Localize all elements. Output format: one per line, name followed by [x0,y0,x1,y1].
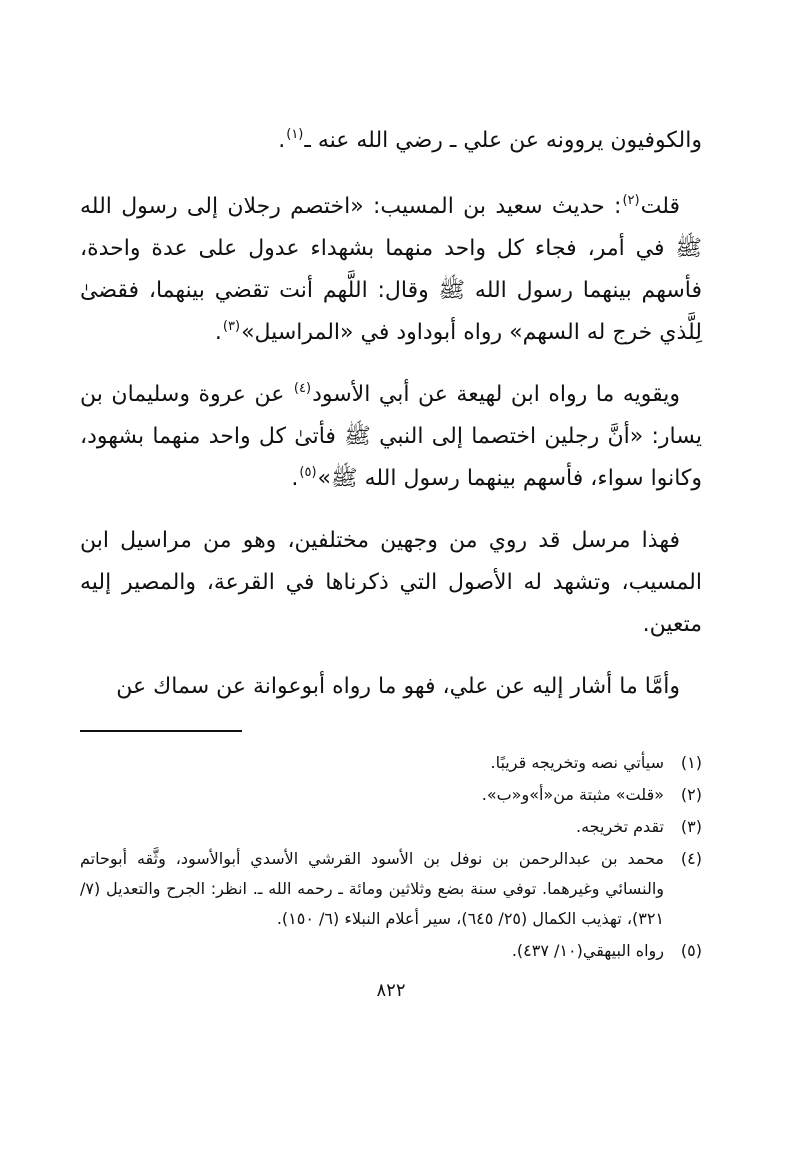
footnote-text: تقدم تخريجه. [576,817,664,836]
footnote-text: محمد بن عبدالرحمن بن نوفل بن الأسود القرشي الأسدي أبوالأسود، وثَّقه أبوحاتم والنسائي وغيرهما. توفي سنة بضع وثلاثين ومائة ـ رحمه الله ـ. انظر: الجرح والتعديل (٧/ ٣٢١)، تهذيب الكمال (٢٥/ ٦٤٥)، سير أعلام النبلاء (٦/ ١٥٠). [80,849,664,928]
footnote-number: (٤) [680,849,702,868]
paragraph-2-end: . [214,320,222,345]
footnote-ref-2[interactable]: (٢) [622,193,640,208]
footnote-1 [80,748,702,778]
page-number: ٨٢٢ [376,980,406,1001]
footnotes [80,748,702,966]
footnote-4 [80,844,702,934]
paragraph-2 [80,186,702,354]
paragraph-3-text-b: عن عروة وسليمان بن يسار: «أنَّ رجلين اختصما إلى النبي ﷺ فأتىٰ كل واحد منهما بشهود، وكانوا سواء، فأسهم بينهما رسول الله ﷺ» [80,382,702,491]
paragraph-4-text: فهذا مرسل قد روي من وجهين مختلفين، وهو من مراسيل ابن المسيب، وتشهد له الأصول التي ذكرناها في القرعة، والمصير إليه متعين. [80,528,702,637]
footnote-text: رواه البيهقي(١٠/ ٤٣٧). [511,941,664,960]
footnote-text: «قلت» مثبتة من«أ»و«ب». [481,785,664,804]
paragraph-2-text: : حديث سعيد بن المسيب: «اختصم رجلان إلى رسول الله ﷺ في أمر، فجاء كل واحد منهما بشهداء عدول على عدة واحدة، فأسهم بينهما رسول الله ﷺ وقال: اللَّهم أنت تقضي بينهما، فقضىٰ لِلَّذي خرج له السهم» رواه أبوداود في «المراسيل» [80,194,702,345]
paragraph-5 [80,666,702,708]
footnote-5 [80,936,702,966]
paragraph-4 [80,520,702,646]
footnote-number: (٢) [680,785,702,804]
footnote-ref-4[interactable]: (٤) [293,381,312,396]
footnote-2 [80,780,702,810]
paragraph-3-end: . [291,466,299,491]
footnote-text: سيأتي نصه وتخريجه قريبًا. [490,753,664,772]
footnote-number: (٣) [680,817,702,836]
footnote-number: (٥) [680,941,702,960]
footnote-ref-5[interactable]: (٥) [299,465,317,480]
paragraph-5-text: وأمَّا ما أشار إليه عن علي، فهو ما رواه أبوعوانة عن سماك عن [116,674,680,699]
footnote-3 [80,812,702,842]
footnote-separator-wrap [80,730,702,732]
footnote-number: (١) [680,753,702,772]
footnote-ref-3[interactable]: (٣) [222,319,241,334]
paragraph-1-text: والكوفيون يروونه عن علي ـ رضي الله عنه ـ [304,128,702,153]
main-text [80,120,702,708]
footnote-separator [80,730,242,732]
paragraph-1-end: . [278,128,286,153]
book-page [80,120,702,1070]
footnote-ref-1[interactable]: (١) [286,127,304,142]
paragraph-3-text-a: ويقويه ما رواه ابن لهيعة عن أبي الأسود [312,382,680,407]
paragraph-1 [80,120,702,162]
paragraph-2-lead: قلت [640,194,680,219]
paragraph-3 [80,374,702,500]
